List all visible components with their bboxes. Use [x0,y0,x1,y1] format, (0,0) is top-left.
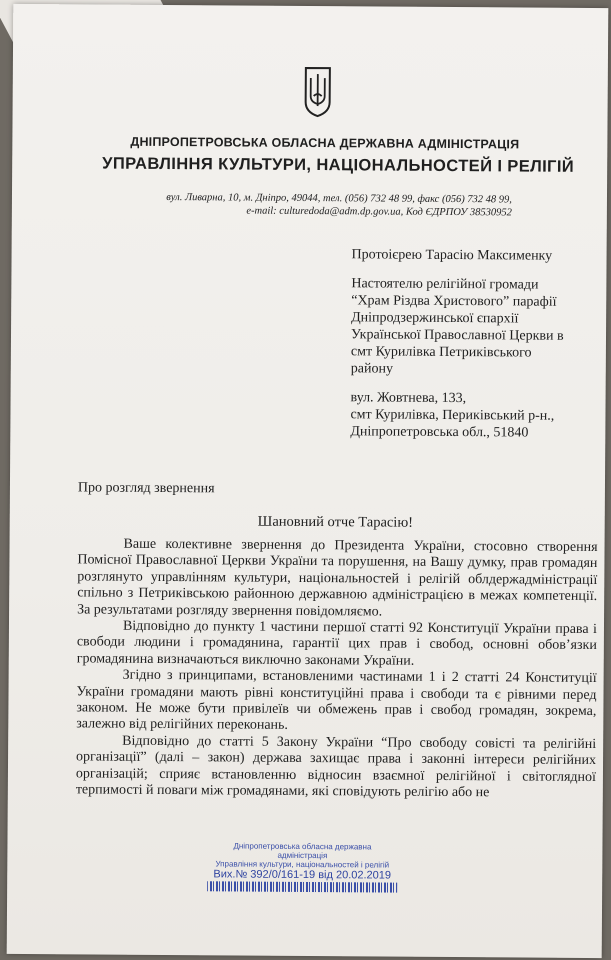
registration-stamp [207,841,397,892]
addressee-address-line: смт Курилівка, Периківський р-н., [350,407,555,424]
addressee-block [350,246,591,442]
body-paragraph: Відповідно до статті 5 Закону України “Про свободу совісті та релігійні організації” (далі – закон) держава захищає права і законні інтереси релігійних організацій; сприяє встановленню відносин взаємної релігійної і світоглядної терпимості й поваги між громадянами, які сповідують релігію або не [75,733,597,801]
organization-parent: ДНІПРОПЕТРОВСЬКА ОБЛАСНА ДЕРЖАВНА АДМІНІСТРАЦІЯ [130,134,520,152]
body-paragraph: Згідно з принципами, встановленими частинами 1 і 2 статті 24 Конституції України громадяни мають рівні конституційні права і свободи та є рівними перед законом. Не може бути привілеїв чи обмежень прав і свобод громадян, зокрема, залежно від релігійних переконань. [76,667,597,734]
barcode-icon [207,881,397,892]
addressee-title-line: Української Православної Церкви в [350,327,564,344]
addressee-name: Протоієрею Тарасію Максименку [351,247,553,264]
organization-address [142,191,512,220]
addressee-title-line: району [350,361,394,377]
outgoing-number: Вих.№ 392/0/161-19 від 20.02.2019 [213,868,392,882]
body-paragraph: Ваше колективне звернення до Президента України, стосовно створення Помісної Православної Церкви України та порушення, на Вашу думку, прав громадян розглянуто управлінням культури, національностей і релігій облдержадміністрації спільно з Петриківською районною державною адміністрацією в межах компетенції. За результатами розгляду звернення повідомляємо. [77,536,598,620]
letter-subject: Про розгляд звернення [77,480,215,497]
contact-line: e-mail: culturedoda@adm.dp.gov.ua, Код ЄДРПОУ 38530952 [246,205,512,219]
body-paragraph: Відповідно до пункту 1 частини першої статті 92 Конституції України права і свободи людини і громадянина, гарантії цих прав і свобод, основні обов’язки громадянина визначаються виключно законами України. [76,618,598,669]
addressee-title-line: смт Курилівка Петриківського [350,344,532,361]
organization-name: УПРАВЛІННЯ КУЛЬТУРИ, НАЦІОНАЛЬНОСТЕЙ І РЕЛІГІЙ [102,154,575,176]
addressee-title-line: Дніпродзержинської єпархії [351,310,519,327]
addressee-address-line: вул. Жовтнева, 133, [350,390,467,407]
trident-icon [303,66,333,118]
letter-body [76,536,598,802]
address-line: вул. Ливарна, 10, м. Дніпро, 49044, тел. (056) 732 48 99, факс (056) 732 48 99, [166,192,513,206]
addressee-address-line: Дніпропетровська обл., 51840 [350,424,529,441]
stamp-org-line: Дніпропетровська обласна державна адміністрація [233,841,372,861]
addressee-title-line: “Храм Різдва Христового” парафії [351,293,557,310]
salutation: Шановний отче Тарасію! [257,513,414,531]
addressee-title-line: Настоятелю релігійної громади [351,276,539,293]
letter-page [7,4,609,958]
stamp-dept-line: Управління культури, національностей і релігій [215,859,390,870]
